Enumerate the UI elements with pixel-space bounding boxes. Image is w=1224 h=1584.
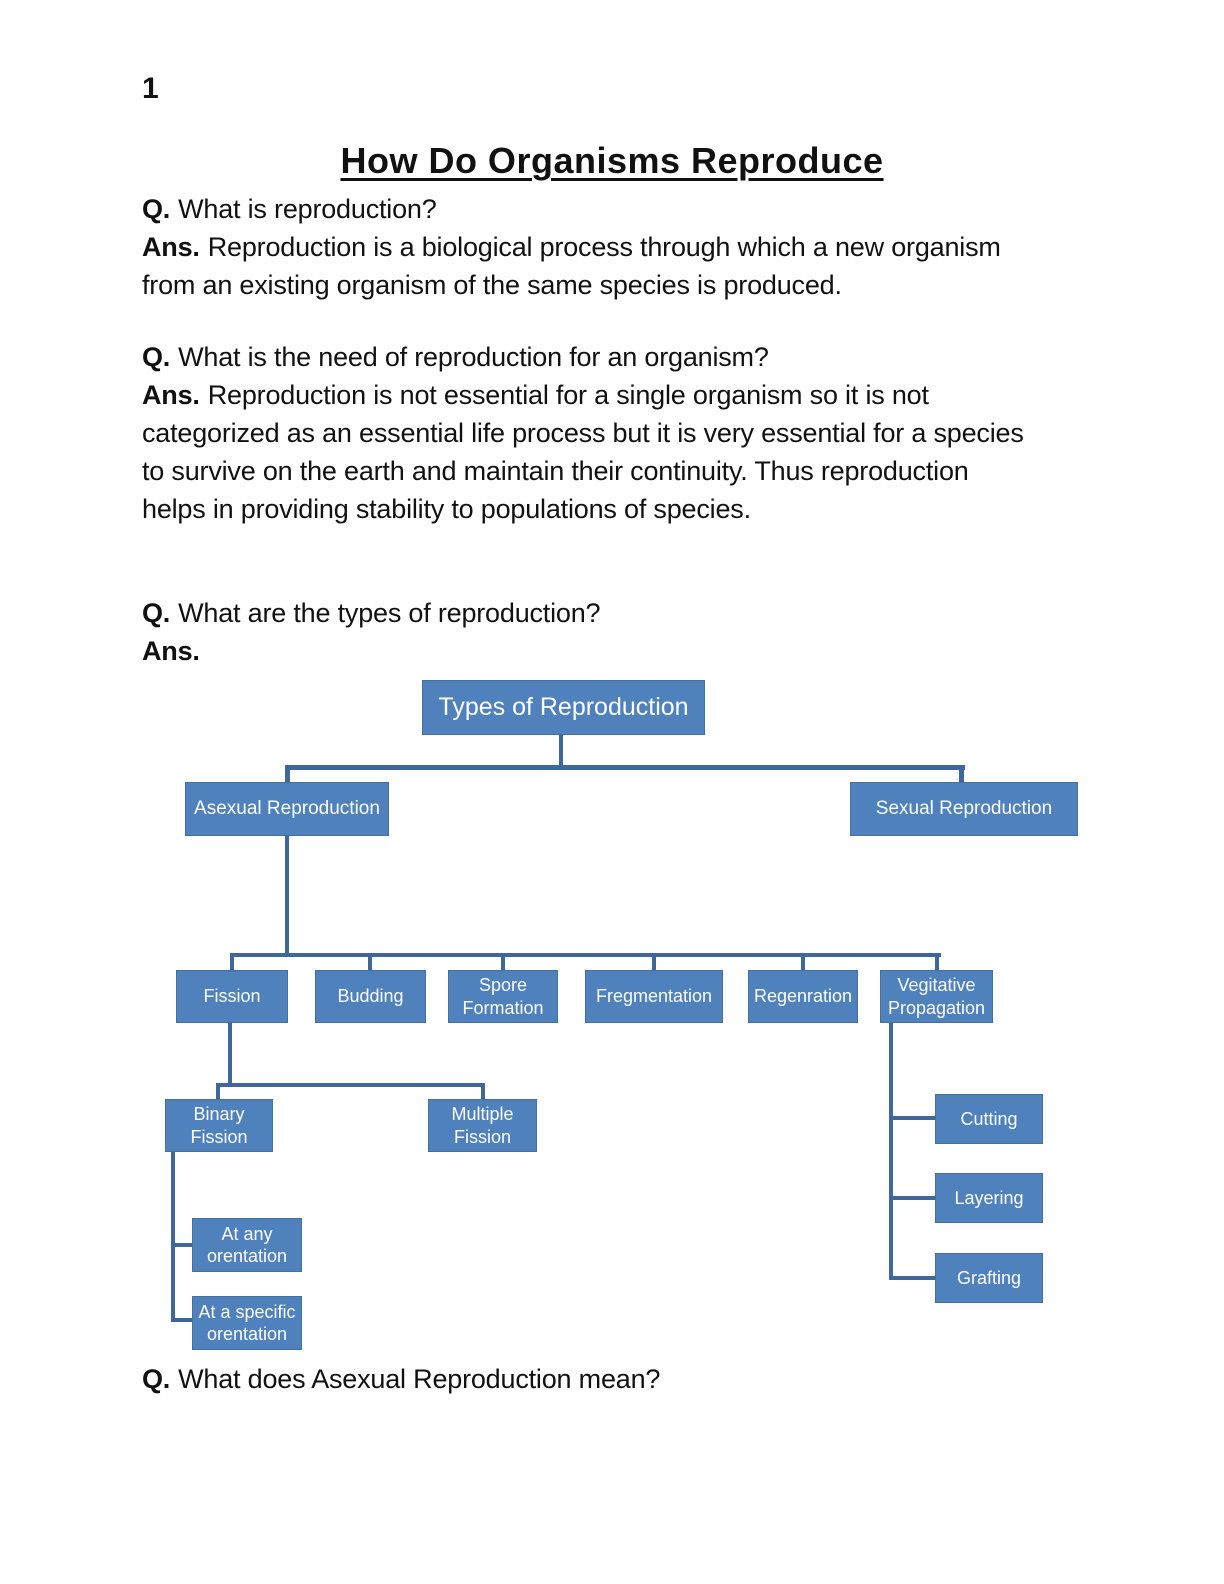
connector-level1-horizontal [285, 765, 965, 770]
answer-1 [142, 228, 1001, 304]
connector-asexual-stub [285, 765, 290, 783]
answer-2-line-1: Ans. Reproduction is not essential for a single organism so it is not [142, 380, 929, 410]
answer-1-label: Ans. [142, 232, 200, 262]
connector-binary-vertical [171, 1152, 175, 1322]
diagram-box-fission: Fission [176, 970, 288, 1023]
connector-root-vertical [559, 735, 563, 769]
connector-methods-horizontal [230, 953, 941, 957]
question-4-text: What does Asexual Reproduction mean? [178, 1364, 661, 1394]
question-3-text: What are the types of reproduction? [178, 598, 601, 628]
question-1-text: What is reproduction? [178, 194, 437, 224]
connector-sexual-stub [959, 765, 964, 783]
connector-grafting-stub [889, 1276, 935, 1280]
diagram-box-regenration: Regenration [748, 970, 858, 1023]
diagram-box-spore-formation: Spore Formation [448, 970, 558, 1023]
answer-2-line-3: to survive on the earth and maintain their continuity. Thus reproduction [142, 456, 969, 486]
connector-fission-vertical [228, 1023, 232, 1085]
connector-fregmentation-stub [652, 953, 656, 970]
connector-vegitative-stub [935, 953, 939, 970]
connector-layering-stub [889, 1196, 935, 1200]
connector-vegitative-vertical [889, 1023, 893, 1280]
answer-2-label: Ans. [142, 380, 200, 410]
connector-multiple-stub [481, 1083, 485, 1099]
diagram-box-at-any-orentation: At any orentation [192, 1218, 302, 1272]
connector-atspecific-stub [171, 1318, 192, 1322]
diagram-box-budding: Budding [315, 970, 426, 1023]
connector-atany-stub [171, 1243, 192, 1247]
connector-fission-types-horizontal [216, 1083, 485, 1087]
answer-1-line-1: Ans. Reproduction is a biological process through which a new organism [142, 232, 1001, 262]
question-2-label: Q. [142, 342, 171, 372]
connector-budding-stub [368, 953, 372, 970]
question-4 [142, 1360, 660, 1398]
answer-2 [142, 376, 1024, 528]
page-number: 1 [142, 72, 159, 105]
question-1 [142, 190, 437, 228]
answer-3-label: Ans. [142, 636, 200, 666]
question-2-text: What is the need of reproduction for an organism? [178, 342, 769, 372]
diagram-box-layering: Layering [935, 1173, 1043, 1223]
connector-spore-stub [501, 953, 505, 970]
connector-asexual-vertical [285, 836, 289, 957]
diagram-box-fregmentation: Fregmentation [585, 970, 723, 1023]
question-2 [142, 338, 769, 376]
diagram-box-at-a-specific-orentation: At a specific orentation [192, 1296, 302, 1350]
connector-binary-stub [216, 1083, 220, 1099]
diagram-box-grafting: Grafting [935, 1253, 1043, 1303]
diagram-box-sexual-reproduction: Sexual Reproduction [850, 782, 1078, 836]
question-1-label: Q. [142, 194, 171, 224]
connector-cutting-stub [889, 1116, 935, 1120]
diagram-box-multiple-fission: Multiple Fission [428, 1099, 537, 1152]
diagram-box-cutting: Cutting [935, 1094, 1043, 1144]
page-title: How Do Organisms Reproduce [340, 140, 884, 181]
diagram-box-asexual-reproduction: Asexual Reproduction [185, 782, 389, 836]
answer-3-label-line [142, 632, 208, 670]
connector-fission-stub [230, 953, 234, 970]
question-3 [142, 594, 600, 632]
question-3-label: Q. [142, 598, 171, 628]
diagram-box-types-of-reproduction: Types of Reproduction [422, 680, 705, 735]
diagram-box-vegitative-propagation: Vegitative Propagation [880, 970, 993, 1023]
answer-2-line-4: helps in providing stability to populations of species. [142, 494, 751, 524]
connector-regenration-stub [801, 953, 805, 970]
answer-2-line-2: categorized as an essential life process but it is very essential for a species [142, 418, 1024, 448]
answer-1-line-2: from an existing organism of the same species is produced. [142, 270, 842, 300]
question-4-label: Q. [142, 1364, 171, 1394]
diagram-box-binary-fission: Binary Fission [165, 1099, 273, 1152]
